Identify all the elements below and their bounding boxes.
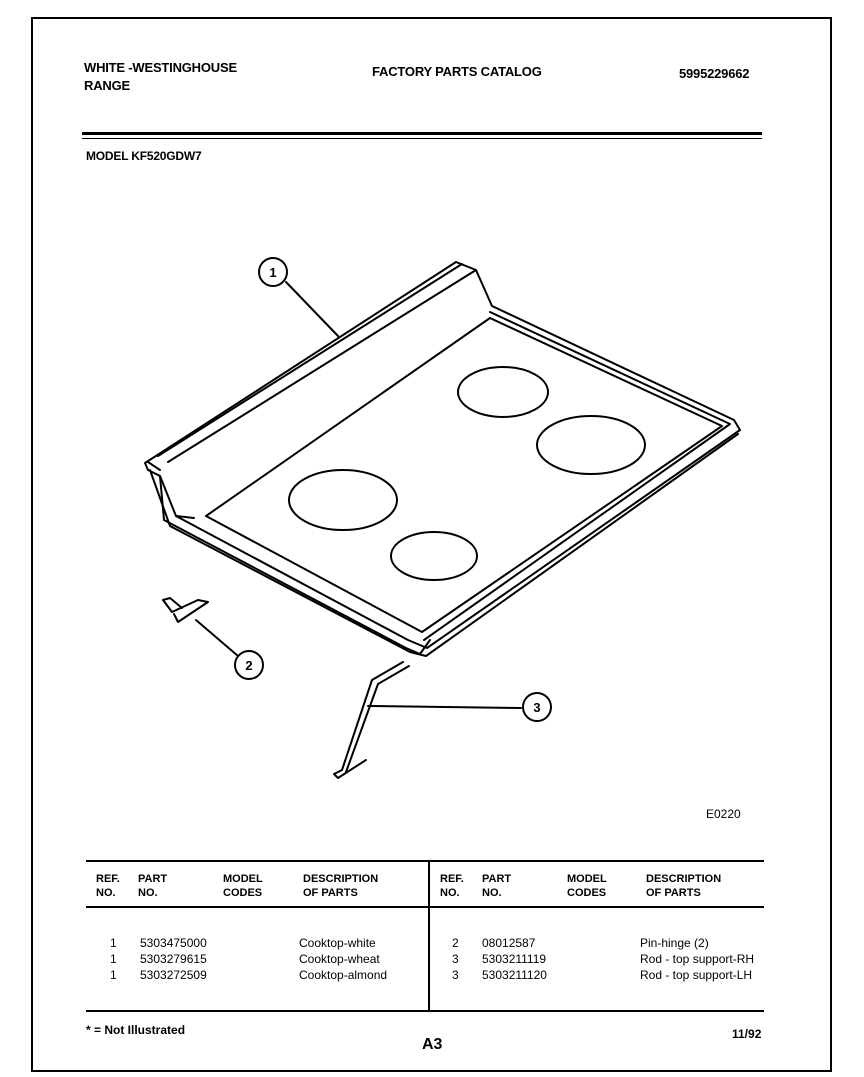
callout-1-label: 1: [269, 265, 277, 280]
table-header-rule: [86, 906, 764, 908]
revision-date: 11/92: [732, 1027, 762, 1041]
col-header-desc-right: DESCRIPTION OF PARTS: [646, 873, 722, 899]
callout-3-label: 3: [533, 700, 541, 715]
col-header-ref-left: REF. NO.: [96, 873, 120, 899]
row-part-no: 5303475000: [140, 936, 207, 950]
brand-line-2: RANGE: [84, 78, 130, 93]
row-part-no: 08012587: [482, 936, 536, 950]
figure-code: E0220: [706, 807, 741, 821]
col-header-codes-right: MODEL CODES: [567, 873, 607, 899]
table-top-rule: [86, 860, 764, 862]
callout-3: [523, 693, 551, 721]
row-description: Rod - top support-LH: [640, 968, 753, 982]
row-description: Cooktop-white: [299, 936, 376, 950]
row-description: Rod - top support-RH: [640, 952, 755, 966]
callout-1: [259, 258, 287, 286]
catalog-title: FACTORY PARTS CATALOG: [372, 64, 542, 79]
brand-line-1: WHITE -WESTINGHOUSE: [84, 60, 237, 75]
model-label: MODEL KF520GDW7: [86, 149, 202, 163]
footnote: * = Not Illustrated: [86, 1023, 186, 1037]
row-part-no: 5303211120: [482, 968, 547, 982]
row-part-no: 5303279615: [140, 952, 207, 966]
col-header-part-right: PART NO.: [482, 873, 512, 899]
row-description: Pin-hinge (2): [640, 936, 709, 950]
row-ref: 1: [110, 968, 117, 982]
callout-2-label: 2: [245, 658, 253, 673]
row-ref: 1: [110, 936, 117, 950]
row-ref: 3: [452, 968, 459, 982]
callout-2: [235, 651, 263, 679]
row-part-no: 5303211119: [482, 952, 547, 966]
col-header-ref-right: REF. NO.: [440, 873, 464, 899]
col-header-codes-left: MODEL CODES: [223, 873, 263, 899]
support-rod-part: [334, 662, 403, 778]
col-header-part-left: PART NO.: [138, 873, 168, 899]
row-description: Cooktop-wheat: [299, 952, 380, 966]
row-part-no: 5303272509: [140, 968, 207, 982]
table-center-divider: [428, 862, 430, 1010]
pin-hinge-part: [163, 600, 208, 622]
row-ref: 1: [110, 952, 117, 966]
row-description: Cooktop-almond: [299, 968, 388, 982]
table-bottom-rule: [86, 1010, 764, 1012]
row-ref: 3: [452, 952, 459, 966]
page-number: A3: [422, 1036, 443, 1053]
cooktop-panel: [145, 262, 740, 656]
col-header-desc-left: DESCRIPTION OF PARTS: [303, 873, 379, 899]
row-ref: 2: [452, 936, 459, 950]
catalog-number: 5995229662: [679, 66, 750, 81]
